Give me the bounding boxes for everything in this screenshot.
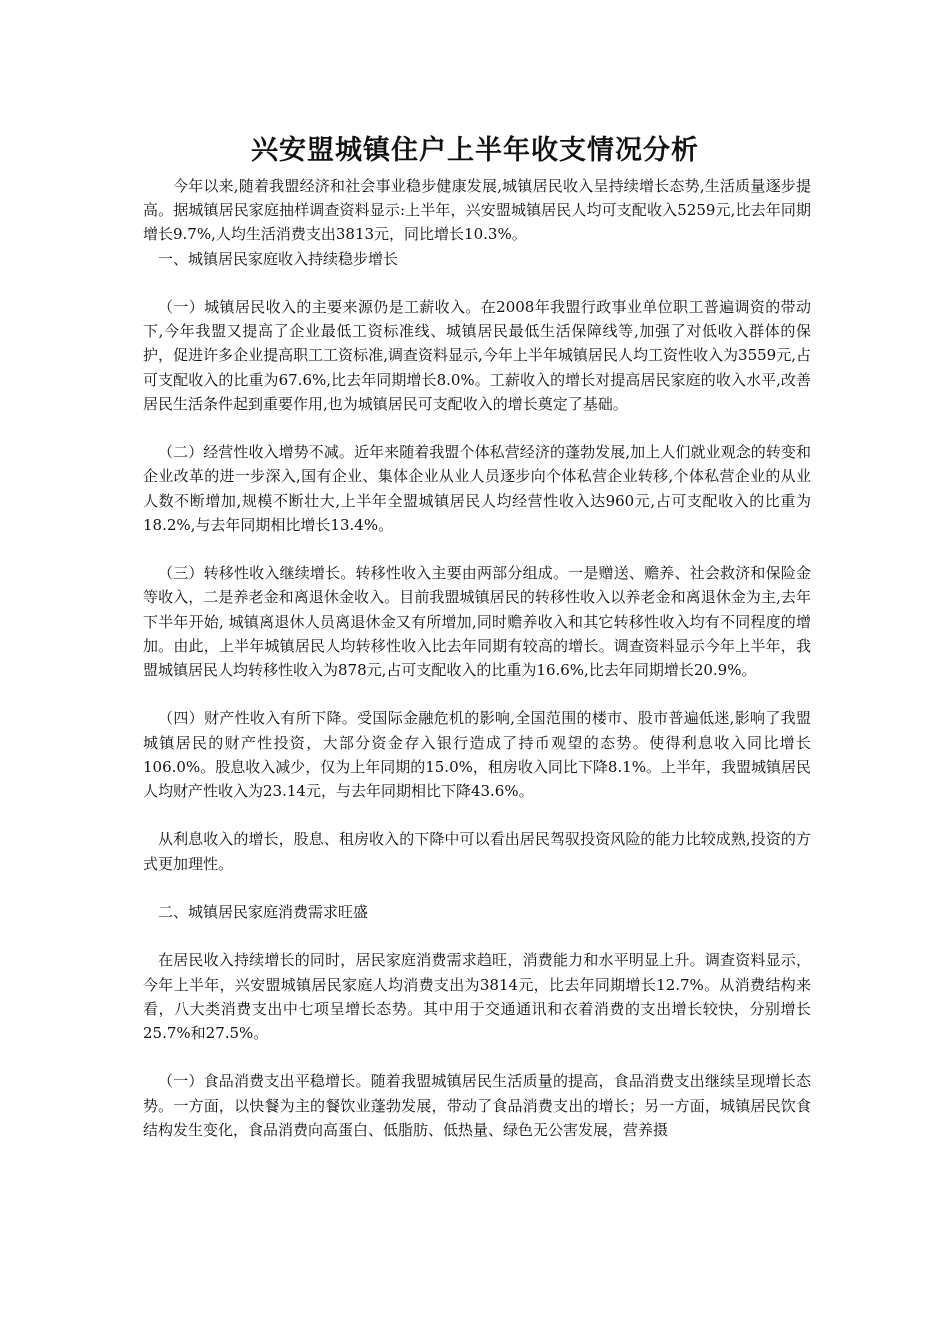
paragraph-consumption-overview: 在居民收入持续增长的同时，居民家庭消费需求趋旺，消费能力和水平明显上升。调查资料显示，今年上半年，兴安盟城镇居民家庭人均消费支出为3814元，比去年同期增长12.7%。从消费结构来看，八大类消费支出中七项呈增长态势。其中用于交通通讯和衣着消费的支出增长较快，分别增长25.7%和27.5%。 (143, 951, 811, 1042)
document-body (143, 174, 811, 1142)
paragraph-gap (143, 924, 811, 948)
paragraph-food-consumption: （一）食品消费支出平稳增长。随着我盟城镇居民生活质量的提高，食品消费支出继续呈现增长态势。一方面，以快餐为主的餐饮业蓬勃发展，带动了食品消费支出的增长；另一方面，城镇居民饮食结构发生变化，食品消费向高蛋白、低脂肪、低热量、绿色无公害发展，营养摄 (143, 1072, 811, 1139)
paragraph-gap (143, 803, 811, 827)
paragraph-investment-note: 从利息收入的增长，股息、租房收入的下降中可以看出居民驾驭投资风险的能力比较成熟,投资的方式更加理性。 (143, 830, 811, 873)
paragraph-business-income: （二）经营性收入增势不减。近年来随着我盟个体私营经济的蓬勃发展,加上人们就业观念的转变和企业改革的进一步深入,国有企业、集体企业从业人员逐步向个体私营企业转移,个体私营企业的从业人数不断增加,规模不断壮大,上半年全盟城镇居民人均经营性收入达960元,占可支配收入的比重为18.2%,与去年同期相比增长13.4%。 (143, 443, 811, 534)
intro-paragraph: 今年以来,随着我盟经济和社会事业稳步健康发展,城镇居民收入呈持续增长态势,生活质量逐步提高。据城镇居民家庭抽样调查资料显示:上半年，兴安盟城镇居民人均可支配收入5259元,比去年同期增长9.7%,人均生活消费支出3813元，同比增长10.3%。 (143, 177, 811, 244)
paragraph-gap (143, 682, 811, 706)
paragraph-gap (143, 1045, 811, 1069)
paragraph-transfer-income: （三）转移性收入继续增长。转移性收入主要由两部分组成。一是赠送、赡养、社会救济和保险金等收入，二是养老金和离退休金收入。目前我盟城镇居民的转移性收入以养老金和离退休金为主,去年下半年开始, 城镇离退休人员离退休金又有所增加,同时赡养收入和其它转移性收入均有不同程度的增加。由此，上半年城镇居民人均转移性收入比去年同期有较高的增长。调查资料显示今年上半年，我盟城镇居民人均转移性收入为878元,占可支配收入的比重为16.6%,比去年同期增长20.9%。 (143, 564, 811, 680)
paragraph-gap (143, 271, 811, 295)
section-heading-income: 一、城镇居民家庭收入持续稳步增长 (158, 249, 399, 268)
paragraph-gap (143, 537, 811, 561)
section-heading-consumption: 二、城镇居民家庭消费需求旺盛 (158, 903, 369, 921)
paragraph-gap (143, 876, 811, 900)
paragraph-gap (143, 416, 811, 440)
paragraph-wage-income: （一）城镇居民收入的主要来源仍是工薪收入。在2008年我盟行政事业单位职工普遍调资的带动下,今年我盟又提高了企业最低工资标准线、城镇居民最低生活保障线等,加强了对低收入群体的保护，促进许多企业提高职工工资标准,调查资料显示,今年上半年城镇居民人均工资性收入为3559元,占可支配收入的比重为67.6%,比去年同期增长8.0%。工薪收入的增长对提高居民家庭的收入水平,改善居民生活条件起到重要作用,也为城镇居民可支配收入的增长奠定了基础。 (143, 298, 811, 413)
paragraph-property-income: （四）财产性收入有所下降。受国际金融危机的影响,全国范围的楼市、股市普遍低迷,影响了我盟城镇居民的财产性投资，大部分资金存入银行造成了持币观望的态势。使得利息收入同比增长106.0%。股息收入减少，仅为上年同期的15.0%，租房收入同比下降8.1%。上半年，我盟城镇居民人均财产性收入为23.14元，与去年同期相比下降43.6%。 (143, 709, 811, 801)
document-title: 兴安盟城镇住户上半年收支情况分析 (251, 135, 699, 166)
